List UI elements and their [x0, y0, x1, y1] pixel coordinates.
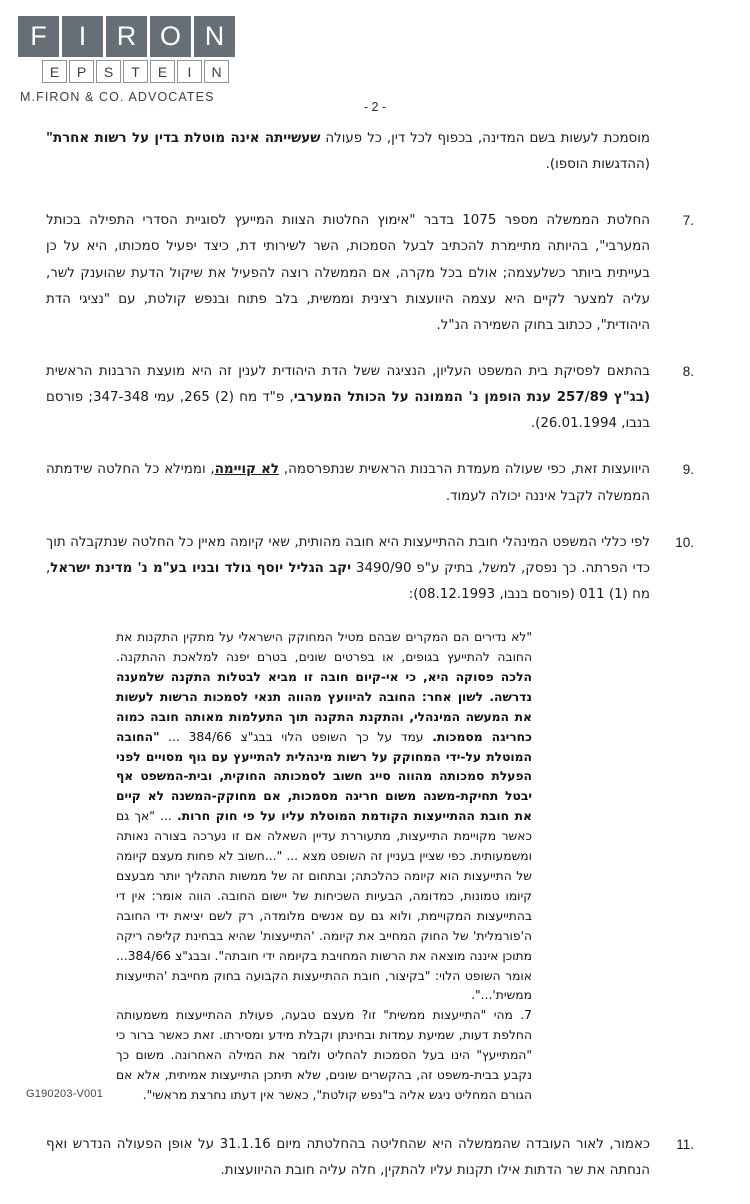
clause-text — [46, 359, 650, 437]
clause-1-bold-1 — [294, 390, 650, 405]
clause-2-bold-1 — [215, 462, 279, 477]
quote-0-run-3: "החובה המוטלת על-ידי המחוקק על רשות מינהלית להתייעץ עם גוף מסויים לפני הפעלת סמכותה מהווה סייג חשוב לסמכותה החוקית, ובית-המשפט אף יבטל תחיקת-משנה משום חריגה מסמכות, אם מחוקק-המשנה לא קיים את חובת ההתייעצות הקודמת המוטלת עליו על פי חוק חרות. — [116, 729, 532, 824]
quote-paragraph-1 — [116, 628, 532, 1006]
logo-tile-t: T — [123, 60, 148, 83]
logo-tile-i2: I — [177, 60, 202, 83]
clause-2-run-1: לא קויימה — [214, 462, 280, 478]
logo-tile-n2: N — [204, 60, 229, 83]
clause-number: 8. — [682, 363, 694, 379]
document-body — [46, 126, 694, 1204]
logo-tile-n: N — [194, 16, 235, 57]
logo-tile-i: I — [62, 16, 103, 57]
quote-0-run-0: "לא נדירים הם המקרים שבהם מטיל המחוקק הישראלי על מתקין התקנות את החובה להתייעץ בגופים, או בפרטים שונים, בטרם יפנה למלאכת ההתקנה. — [116, 630, 532, 665]
quote-0-run-1: הלכה פסוקה היא, כי אי-קיום חובה זו מביא לבטלות התקנה שלמענה נדרשה. לשון אחר: החובה להיוועץ מהווה תנאי לסמכות הרשות לעשות את המעשה המינהלי, והתקנת התקנה תוך התעלמות מאותה חובה כמוה כחריגה מסמכות. — [116, 669, 533, 744]
clause-3-run-1: יקב הגליל יוסף גולד ובניו בע"מ נ' מדינת ישראל — [50, 560, 352, 576]
clause-0-run-0: החלטת הממשלה מספר 1075 בדבר "אימוץ החלטות הצוות המייעץ לסוגיית הסדרי התפילה בכותל המערבי", בהיותה מתיימרת להכתיב לבעל הסמכות, השר לשירותי דת, כיצד יפעיל סמכותו, היא על כן בעייתית ביותר כשלעצמה; אולם בכל מקרה, אם הממשלה רוצה להפעיל את שיקול הדעת שהוענק לשר, עליה למצער לקיים היא עצמה היוועצות רצינית וממשית, בלב פתוח ובנפש קולטת, עם "נציגי הדת היהודית", ככתוב בחוק השמירה הנ"ל. — [46, 213, 650, 333]
clause-text — [46, 457, 650, 509]
quotation-block — [116, 628, 532, 1106]
firm-name: M.FIRON & CO. ADVOCATES — [20, 90, 215, 104]
clause-1-run-2: , פ"ד מח (2) 265, עמי 347-348; פורסם בנבו, 26.01.1994). — [46, 390, 650, 432]
cont-bold: שעשייתה אינה מוטלת בדין על רשות אחרת" — [46, 131, 321, 146]
logo-tile-o: O — [150, 16, 191, 57]
quote-1-run-0: 7. מהי "התייעצות ממשית" זו? מעצם טבעה, פעולת ההתייעצות משמעותה החלפת דעות, שמיעת עמדות ובחינתן וקבלת מידע ומסירתו. זאת כאשר ברור כי "המתייעץ" הינו בעל הסמכות להחליט ולומר את המילה האחרונה. משום כך נקבע בבית-משפט זה, בהקשרים שונים, שלא תיתכן התייעצות אמיתית, אלא אם הגורם המחליט ניגש אליה ב"נפש קולטת", כאשר אין דעתו נחרצת מראשי". — [116, 1008, 532, 1102]
clause-11-number: 11. — [676, 1136, 694, 1152]
clause-number: 7. — [682, 213, 694, 229]
clause-9 — [46, 457, 694, 509]
logo-tile-p: P — [69, 60, 94, 83]
logo-tile-s: S — [96, 60, 121, 83]
page-number: - 2 - — [363, 100, 387, 114]
clause-3-bold-1 — [50, 561, 351, 576]
clause-11-text: כאמור, לאור העובדה שהממשלה היא שהחליטה בהחלטתה מיום 31.1.16 על אופן הפעולה הנדרש ואף הנחתה את שר הדתות אילו תקנות עליו להתקין, חלה עליה חובת ההיוועצות. — [46, 1136, 650, 1178]
clause-text — [46, 530, 650, 608]
clause-list — [46, 208, 694, 608]
clause-1-run-1: (בג"ץ 257/89 ענת הופמן נ' הממונה על הכותל המערבי — [293, 390, 650, 406]
clause-1-run-0: בהתאם לפסיקת בית המשפט העליון, הנציגה ששל הדת היהודית לענין זה היא מועצת הרבנות הראשית — [46, 363, 650, 379]
clause-7 — [46, 208, 694, 339]
logo-tile-e2: E — [150, 60, 175, 83]
clause-8 — [46, 359, 694, 437]
logo-firon-row — [18, 16, 318, 57]
clause-number: 10. — [675, 534, 694, 550]
quote-paragraph-2 — [116, 1006, 532, 1106]
footer-document-code: G190203-V001 — [26, 1088, 104, 1100]
clause-number: 9. — [682, 462, 694, 478]
logo-tile-f: F — [18, 16, 59, 57]
clause-2-run-0: היוועצות זאת, כפי שעולה מעמדת הרבנות הראשית שנתפרסמה, — [279, 462, 651, 478]
quote-0-run-2: עמד על כך השופט הלוי בבג"צ 384/66 ... — [159, 729, 433, 744]
continuation-paragraph — [46, 126, 694, 178]
logo-epstein-row — [42, 60, 318, 83]
quote-0-run-4: ... "אך גם כאשר מקויימת התייעצות, מתעוררת עדיין השאלה אם זו נערכה בצורה נאותה ומשמעותית. כפי שציין בעניין זה השופט מצא ... "...חשוב לא פחות מעצם קיומה של התייעצות הוא קיומה כהלכתה; ובתחום זה של ממשות התהליך יותר מבעצם קיומו טמונות, כמדומה, הבעיות השכיחות של יישום החובה. הווה אומר: אין די בהתייעצות המקויימת, ולוא גם עם אנשים מלומדה, רק לשם יציאת ידי החובה ה'פורמלית' של החוק המחייב את קיומה. 'התייעצות' שהיא בבחינת קליפה ריקה מתוכן איננה מוצאה את הרשות המחויבת בקיומה ידי חובתה". ובבג"צ 384/66... אומר השופט הלוי: "בקיצור, חובת ההתייעצות הקבועה בחוק מחייבת 'התייעצות ממשית'...". — [116, 809, 532, 1003]
clause-text — [46, 208, 650, 339]
clause-2-run-2: , וממילא כל החלטה שידמתה הממשלה לקבל איננה יכולה לעמוד. — [46, 462, 650, 504]
clause-10 — [46, 530, 694, 608]
letterhead-logo — [18, 16, 318, 104]
cont-part1: מוסמכת לעשות בשם המדינה, בכפוף לכל דין, כל פעולה — [320, 131, 650, 146]
logo-tile-r: R — [106, 16, 147, 57]
clause-3-run-0: לפי כללי המשפט המינהלי חובת ההתייעצות היא חובה מהותית, שאי קיומה מאיין כל החלטה שנתקבלה תוך כדי הפרתה. כך נפסק, למשל, בתיק ע"פ 3490/90 — [46, 534, 650, 576]
logo-tile-e1: E — [42, 60, 67, 83]
cont-part2: (ההדגשות הוספו). — [545, 157, 650, 173]
clause-3-run-2: , מח (1) 011 (פורסם בנבו, 08.12.1993): — [46, 560, 650, 602]
clause-11 — [46, 1132, 694, 1184]
